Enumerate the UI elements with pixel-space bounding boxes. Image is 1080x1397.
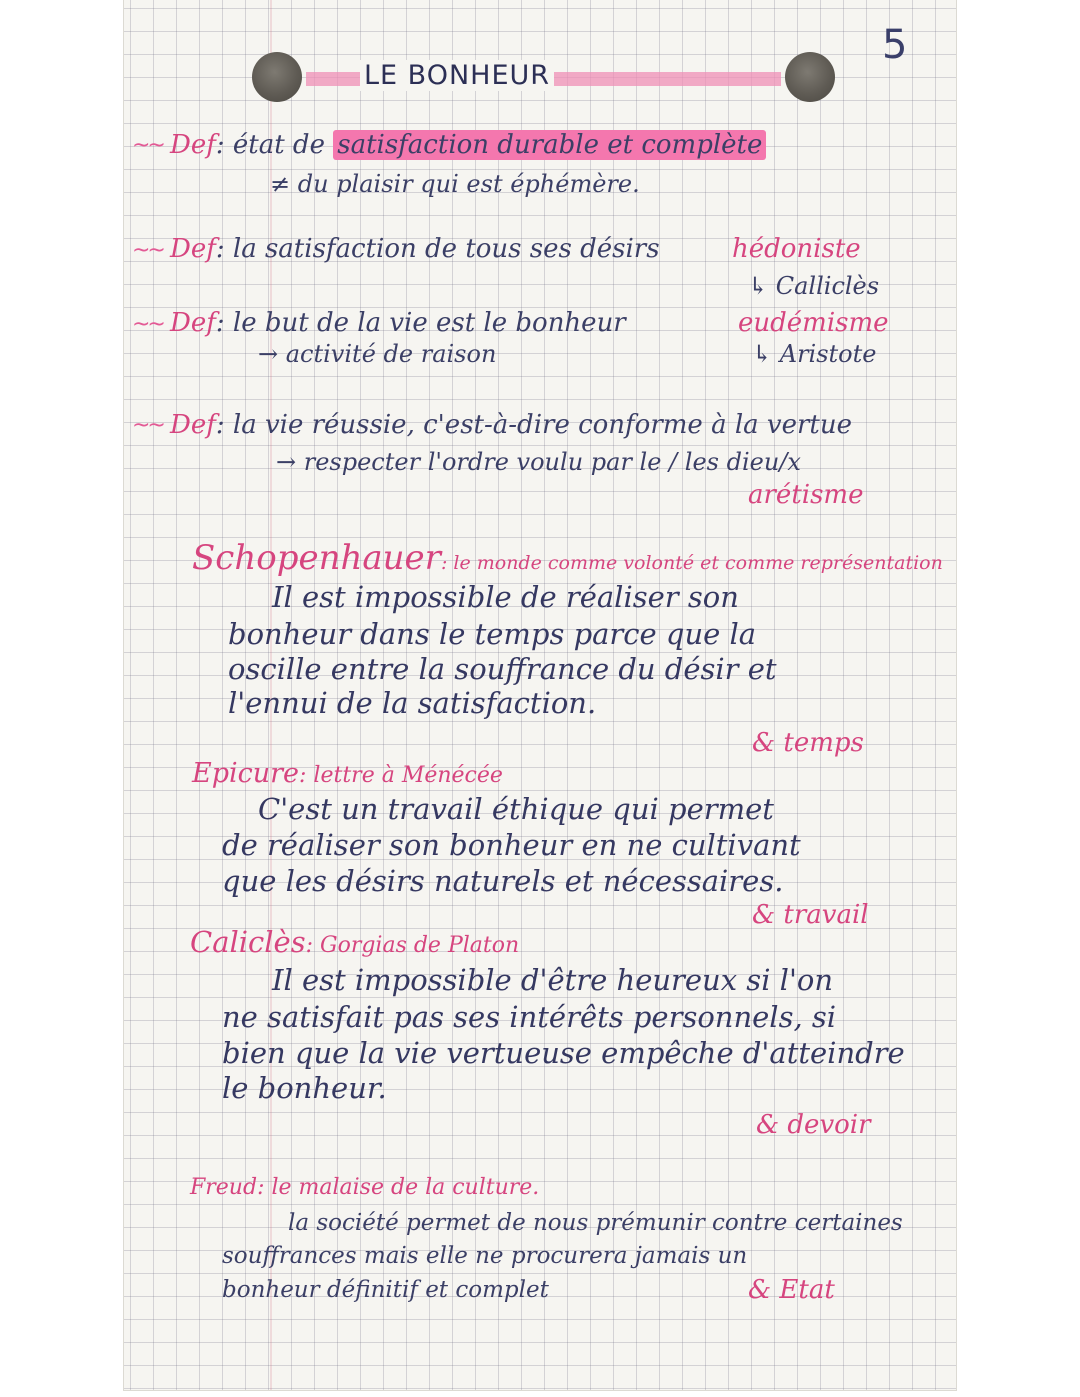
def-3-ref: ↳ Aristote [752,340,877,368]
binder-hole-left [252,52,302,102]
def-2-ref: ↳ Calliclès [748,272,880,300]
author-schopenhauer-line-2: bonheur dans le temps parce que la [228,617,757,651]
author-calicles-line-4: le bonheur. [222,1071,387,1105]
author-schopenhauer-heading [192,538,943,578]
author-schopenhauer-line-1: Il est impossible de réaliser son [272,580,739,614]
binder-hole-right [785,52,835,102]
def-4-line2: → respecter l'ordre voulu par le / les dieu/x [276,448,801,476]
page-number: 5 [882,22,908,68]
def-1-line2: ≠ du plaisir qui est éphémère. [270,170,640,198]
author-epicure-line-2: de réaliser son bonheur en ne cultivant [222,828,801,862]
def-1-label: Def [170,130,216,160]
def-4-line [170,410,852,440]
author-calicles-line-2: ne satisfait pas ses intérêts personnels, si [222,1000,837,1034]
def-2-text: : la satisfaction de tous ses désirs [215,234,660,264]
author-calicles-name: Caliclès [190,925,306,959]
def-3-text: : le but de la vie est le bonheur [215,308,626,338]
author-epicure-line-1: C'est un travail éthique qui permet [258,792,774,826]
def-4-text: : la vie réussie, c'est-à-dire conforme à la vertue [215,410,852,440]
author-calicles-tag: & devoir [756,1110,871,1140]
author-calicles-line-1: Il est impossible d'être heureux si l'on [272,963,834,997]
def-4-marker: ~~ [132,413,163,438]
author-freud-work: : le malaise de la culture. [257,1175,540,1200]
author-calicles-heading [190,925,519,959]
page-title: LE BONHEUR [360,60,554,91]
def-2-line [170,234,660,264]
author-schopenhauer-name: Schopenhauer [192,538,441,578]
author-freud-line-3: bonheur définitif et complet [222,1277,549,1303]
author-schopenhauer-line-4: l'ennui de la satisfaction. [228,686,597,720]
def-3-marker: ~~ [132,312,163,337]
author-calicles-line-3: bien que la vie vertueuse empêche d'atteindre [222,1036,905,1070]
author-epicure-work: : lettre à Ménécée [299,763,503,788]
author-freud-name: Freud [190,1175,258,1200]
def-2-label: Def [170,234,216,264]
author-freud-heading [190,1175,539,1200]
def-2-term: hédoniste [732,234,861,264]
author-schopenhauer-line-3: oscille entre la souffrance du désir et [228,652,777,686]
def-1-text: : état de [215,130,334,160]
title-block [306,60,781,94]
def-3-line2: → activité de raison [258,340,497,368]
author-calicles-work: : Gorgias de Platon [305,933,520,958]
def-3-line [170,308,626,338]
def-1-marker: ~~ [132,133,163,158]
author-schopenhauer-work: : le monde comme volonté et comme représentation [440,552,943,574]
author-epicure-tag: & travail [752,900,869,930]
def-4-term: arétisme [748,480,864,510]
def-3-term: eudémisme [738,308,889,338]
def-2-marker: ~~ [132,238,163,263]
author-freud-tag: & Etat [748,1275,835,1305]
author-epicure-name: Epicure [192,758,300,789]
author-freud-line-1: la société permet de nous prémunir contre certaines [288,1210,903,1236]
def-1-highlight: satisfaction durable et complète [333,130,766,160]
def-3-label: Def [170,308,216,338]
author-freud-line-2: souffrances mais elle ne procurera jamais un [222,1243,748,1269]
def-4-label: Def [170,410,216,440]
def-1-line [170,130,766,160]
author-schopenhauer-tag: & temps [752,728,864,758]
author-epicure-line-3: que les désirs naturels et nécessaires. [222,864,784,898]
author-epicure-heading [192,758,503,789]
